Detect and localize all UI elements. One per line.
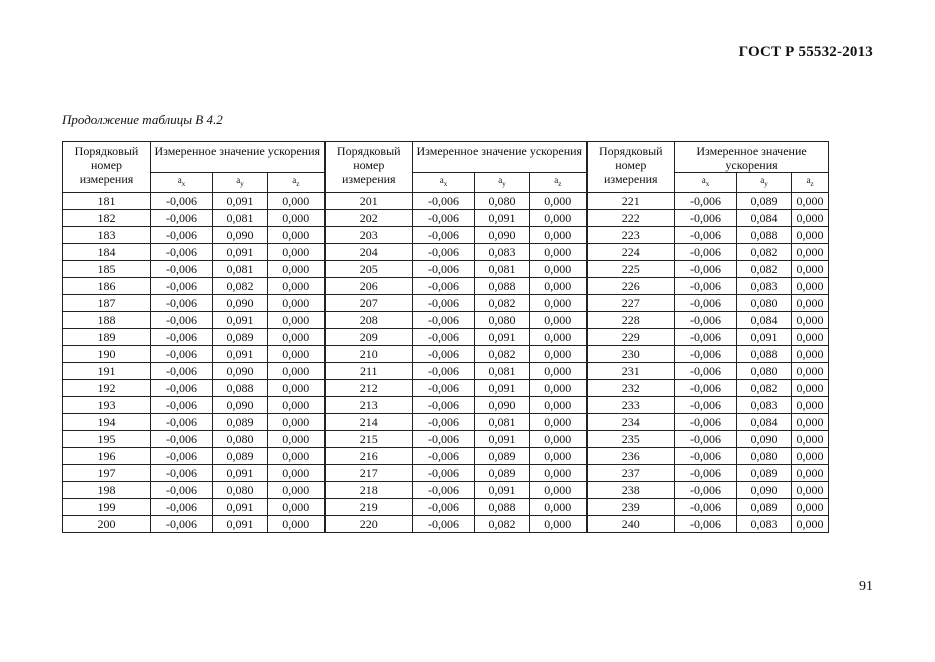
az-value-cell: 0,000 xyxy=(530,447,587,464)
order-number-cell: 222 xyxy=(587,209,675,226)
table-row xyxy=(63,311,829,328)
header-row xyxy=(63,142,829,173)
order-number-cell: 185 xyxy=(63,260,151,277)
table-row xyxy=(63,328,829,345)
ax-value-cell: -0,006 xyxy=(413,515,475,532)
subheader-row xyxy=(63,173,829,193)
order-number-cell: 184 xyxy=(63,243,151,260)
ay-value-cell: 0,080 xyxy=(475,311,530,328)
table-row xyxy=(63,379,829,396)
ax-value-cell: -0,006 xyxy=(151,328,213,345)
ay-value-cell: 0,091 xyxy=(475,209,530,226)
ax-header: $a_x$ xyxy=(151,173,213,193)
ax-value-cell: -0,006 xyxy=(675,430,737,447)
az-value-cell: 0,000 xyxy=(268,192,325,209)
order-number-cell: 207 xyxy=(325,294,413,311)
az-value-cell: 0,000 xyxy=(268,396,325,413)
order-number-cell: 202 xyxy=(325,209,413,226)
ay-value-cell: 0,091 xyxy=(475,481,530,498)
ax-header: $a_x$ xyxy=(675,173,737,193)
ay-value-cell: 0,081 xyxy=(475,362,530,379)
az-value-cell: 0,000 xyxy=(530,481,587,498)
ax-value-cell: -0,006 xyxy=(413,498,475,515)
ax-value-cell: -0,006 xyxy=(675,311,737,328)
ay-value-cell: 0,091 xyxy=(213,243,268,260)
ay-value-cell: 0,081 xyxy=(213,260,268,277)
ay-value-cell: 0,080 xyxy=(213,430,268,447)
order-number-cell: 234 xyxy=(587,413,675,430)
order-number-cell: 215 xyxy=(325,430,413,447)
az-value-cell: 0,000 xyxy=(530,379,587,396)
ax-value-cell: -0,006 xyxy=(675,226,737,243)
table-row xyxy=(63,362,829,379)
az-value-cell: 0,000 xyxy=(268,379,325,396)
table-row xyxy=(63,226,829,243)
az-value-cell: 0,000 xyxy=(792,481,829,498)
az-value-cell: 0,000 xyxy=(530,311,587,328)
order-number-cell: 238 xyxy=(587,481,675,498)
order-number-cell: 192 xyxy=(63,379,151,396)
az-value-cell: 0,000 xyxy=(530,192,587,209)
table-row xyxy=(63,345,829,362)
order-number-cell: 239 xyxy=(587,498,675,515)
order-number-cell: 181 xyxy=(63,192,151,209)
ax-value-cell: -0,006 xyxy=(675,345,737,362)
ay-header: $a_y$ xyxy=(213,173,268,193)
ax-value-cell: -0,006 xyxy=(151,515,213,532)
ay-value-cell: 0,082 xyxy=(213,277,268,294)
ay-value-cell: 0,091 xyxy=(475,328,530,345)
ay-value-cell: 0,081 xyxy=(475,260,530,277)
az-value-cell: 0,000 xyxy=(530,243,587,260)
az-value-cell: 0,000 xyxy=(530,464,587,481)
ay-header: $a_y$ xyxy=(737,173,792,193)
az-header: $a_z$ xyxy=(792,173,829,193)
ax-value-cell: -0,006 xyxy=(151,294,213,311)
order-number-header: Порядковый номер измерения xyxy=(63,142,151,193)
ay-value-cell: 0,082 xyxy=(737,260,792,277)
az-value-cell: 0,000 xyxy=(530,515,587,532)
ay-value-cell: 0,090 xyxy=(213,294,268,311)
ay-value-cell: 0,084 xyxy=(737,413,792,430)
ay-value-cell: 0,091 xyxy=(737,328,792,345)
order-number-cell: 190 xyxy=(63,345,151,362)
order-number-cell: 229 xyxy=(587,328,675,345)
ay-value-cell: 0,082 xyxy=(737,379,792,396)
az-value-cell: 0,000 xyxy=(268,430,325,447)
az-value-cell: 0,000 xyxy=(268,226,325,243)
ay-value-cell: 0,090 xyxy=(737,430,792,447)
order-number-cell: 214 xyxy=(325,413,413,430)
az-value-cell: 0,000 xyxy=(530,362,587,379)
ay-value-cell: 0,081 xyxy=(213,209,268,226)
az-value-cell: 0,000 xyxy=(530,226,587,243)
az-value-cell: 0,000 xyxy=(792,311,829,328)
az-value-cell: 0,000 xyxy=(792,294,829,311)
ay-value-cell: 0,091 xyxy=(213,464,268,481)
ax-value-cell: -0,006 xyxy=(675,515,737,532)
order-number-cell: 205 xyxy=(325,260,413,277)
ay-value-cell: 0,083 xyxy=(737,515,792,532)
az-value-cell: 0,000 xyxy=(792,362,829,379)
ay-value-cell: 0,091 xyxy=(213,498,268,515)
ay-value-cell: 0,088 xyxy=(737,226,792,243)
az-value-cell: 0,000 xyxy=(268,328,325,345)
ay-value-cell: 0,082 xyxy=(737,243,792,260)
order-number-cell: 199 xyxy=(63,498,151,515)
measured-value-header: Измеренное значение ускорения xyxy=(151,142,325,173)
ax-value-cell: -0,006 xyxy=(675,464,737,481)
az-value-cell: 0,000 xyxy=(268,311,325,328)
ax-value-cell: -0,006 xyxy=(151,464,213,481)
az-value-cell: 0,000 xyxy=(268,515,325,532)
ax-value-cell: -0,006 xyxy=(151,430,213,447)
order-number-cell: 237 xyxy=(587,464,675,481)
order-number-cell: 240 xyxy=(587,515,675,532)
order-number-cell: 236 xyxy=(587,447,675,464)
ay-value-cell: 0,084 xyxy=(737,209,792,226)
ax-value-cell: -0,006 xyxy=(151,260,213,277)
ax-value-cell: -0,006 xyxy=(675,481,737,498)
az-value-cell: 0,000 xyxy=(792,192,829,209)
az-value-cell: 0,000 xyxy=(530,294,587,311)
ax-value-cell: -0,006 xyxy=(151,481,213,498)
table-row xyxy=(63,413,829,430)
ay-value-cell: 0,080 xyxy=(737,447,792,464)
az-value-cell: 0,000 xyxy=(268,413,325,430)
ax-value-cell: -0,006 xyxy=(151,345,213,362)
ay-value-cell: 0,080 xyxy=(475,192,530,209)
ax-value-cell: -0,006 xyxy=(151,209,213,226)
order-number-cell: 200 xyxy=(63,515,151,532)
ay-value-cell: 0,082 xyxy=(475,294,530,311)
ax-header: $a_x$ xyxy=(413,173,475,193)
az-value-cell: 0,000 xyxy=(530,345,587,362)
page-number: 91 xyxy=(859,579,873,594)
order-number-cell: 219 xyxy=(325,498,413,515)
ay-value-cell: 0,089 xyxy=(213,413,268,430)
ax-value-cell: -0,006 xyxy=(413,379,475,396)
document-code: ГОСТ Р 55532-2013 xyxy=(738,44,873,60)
ax-value-cell: -0,006 xyxy=(675,379,737,396)
ax-value-cell: -0,006 xyxy=(413,209,475,226)
order-number-cell: 218 xyxy=(325,481,413,498)
ax-value-cell: -0,006 xyxy=(151,362,213,379)
ay-value-cell: 0,090 xyxy=(213,362,268,379)
order-number-cell: 235 xyxy=(587,430,675,447)
measured-value-header: Измеренное значение ускорения xyxy=(675,142,829,173)
ay-value-cell: 0,091 xyxy=(213,515,268,532)
az-value-cell: 0,000 xyxy=(792,515,829,532)
az-value-cell: 0,000 xyxy=(792,379,829,396)
ax-value-cell: -0,006 xyxy=(151,379,213,396)
ax-value-cell: -0,006 xyxy=(675,328,737,345)
ax-value-cell: -0,006 xyxy=(413,447,475,464)
ax-value-cell: -0,006 xyxy=(151,243,213,260)
ax-value-cell: -0,006 xyxy=(151,226,213,243)
ax-value-cell: -0,006 xyxy=(151,498,213,515)
ax-value-cell: -0,006 xyxy=(413,345,475,362)
table-row xyxy=(63,260,829,277)
ax-value-cell: -0,006 xyxy=(675,362,737,379)
table-row xyxy=(63,209,829,226)
az-value-cell: 0,000 xyxy=(530,260,587,277)
order-number-cell: 194 xyxy=(63,413,151,430)
table-row xyxy=(63,192,829,209)
order-number-cell: 204 xyxy=(325,243,413,260)
ay-value-cell: 0,080 xyxy=(737,362,792,379)
az-value-cell: 0,000 xyxy=(792,447,829,464)
az-value-cell: 0,000 xyxy=(792,243,829,260)
ay-value-cell: 0,090 xyxy=(475,226,530,243)
order-number-cell: 230 xyxy=(587,345,675,362)
ay-value-cell: 0,090 xyxy=(737,481,792,498)
order-number-cell: 196 xyxy=(63,447,151,464)
order-number-cell: 206 xyxy=(325,277,413,294)
az-value-cell: 0,000 xyxy=(268,294,325,311)
order-number-cell: 211 xyxy=(325,362,413,379)
az-value-cell: 0,000 xyxy=(530,498,587,515)
table-row xyxy=(63,515,829,532)
order-number-cell: 223 xyxy=(587,226,675,243)
az-value-cell: 0,000 xyxy=(792,413,829,430)
az-value-cell: 0,000 xyxy=(792,226,829,243)
table-body xyxy=(63,192,829,532)
ax-value-cell: -0,006 xyxy=(675,396,737,413)
order-number-cell: 182 xyxy=(63,209,151,226)
order-number-cell: 221 xyxy=(587,192,675,209)
order-number-cell: 183 xyxy=(63,226,151,243)
ax-value-cell: -0,006 xyxy=(675,294,737,311)
order-number-cell: 216 xyxy=(325,447,413,464)
ax-value-cell: -0,006 xyxy=(413,328,475,345)
order-number-cell: 232 xyxy=(587,379,675,396)
az-value-cell: 0,000 xyxy=(268,498,325,515)
az-value-cell: 0,000 xyxy=(792,464,829,481)
ax-value-cell: -0,006 xyxy=(675,243,737,260)
az-value-cell: 0,000 xyxy=(268,447,325,464)
az-value-cell: 0,000 xyxy=(268,362,325,379)
ay-value-cell: 0,090 xyxy=(213,226,268,243)
ax-value-cell: -0,006 xyxy=(151,447,213,464)
ay-value-cell: 0,082 xyxy=(475,515,530,532)
az-value-cell: 0,000 xyxy=(268,260,325,277)
order-number-cell: 217 xyxy=(325,464,413,481)
az-value-cell: 0,000 xyxy=(792,430,829,447)
order-number-cell: 210 xyxy=(325,345,413,362)
ax-value-cell: -0,006 xyxy=(675,413,737,430)
ax-value-cell: -0,006 xyxy=(413,243,475,260)
az-value-cell: 0,000 xyxy=(792,498,829,515)
order-number-cell: 198 xyxy=(63,481,151,498)
order-number-cell: 188 xyxy=(63,311,151,328)
order-number-cell: 189 xyxy=(63,328,151,345)
ay-value-cell: 0,091 xyxy=(213,192,268,209)
ay-value-cell: 0,089 xyxy=(213,328,268,345)
order-number-header: Порядковый номер измерения xyxy=(587,142,675,193)
az-value-cell: 0,000 xyxy=(530,209,587,226)
ax-value-cell: -0,006 xyxy=(151,413,213,430)
order-number-cell: 228 xyxy=(587,311,675,328)
ax-value-cell: -0,006 xyxy=(413,277,475,294)
az-value-cell: 0,000 xyxy=(792,328,829,345)
ay-value-cell: 0,081 xyxy=(475,413,530,430)
ax-value-cell: -0,006 xyxy=(151,192,213,209)
ax-value-cell: -0,006 xyxy=(413,226,475,243)
ay-value-cell: 0,089 xyxy=(737,464,792,481)
ay-value-cell: 0,091 xyxy=(475,379,530,396)
ax-value-cell: -0,006 xyxy=(675,192,737,209)
order-number-cell: 231 xyxy=(587,362,675,379)
order-number-cell: 226 xyxy=(587,277,675,294)
order-number-cell: 195 xyxy=(63,430,151,447)
order-number-cell: 187 xyxy=(63,294,151,311)
ay-value-cell: 0,091 xyxy=(475,430,530,447)
ay-value-cell: 0,089 xyxy=(213,447,268,464)
order-number-cell: 191 xyxy=(63,362,151,379)
ax-value-cell: -0,006 xyxy=(413,481,475,498)
table-row xyxy=(63,447,829,464)
az-value-cell: 0,000 xyxy=(268,481,325,498)
az-value-cell: 0,000 xyxy=(792,260,829,277)
table-row xyxy=(63,294,829,311)
ax-value-cell: -0,006 xyxy=(675,260,737,277)
ay-value-cell: 0,090 xyxy=(475,396,530,413)
order-number-cell: 193 xyxy=(63,396,151,413)
ay-value-cell: 0,089 xyxy=(737,498,792,515)
ay-value-cell: 0,088 xyxy=(213,379,268,396)
az-value-cell: 0,000 xyxy=(268,243,325,260)
az-value-cell: 0,000 xyxy=(268,345,325,362)
ay-value-cell: 0,089 xyxy=(737,192,792,209)
ay-value-cell: 0,091 xyxy=(213,311,268,328)
order-number-cell: 227 xyxy=(587,294,675,311)
ax-value-cell: -0,006 xyxy=(413,362,475,379)
ay-value-cell: 0,089 xyxy=(475,464,530,481)
ax-value-cell: -0,006 xyxy=(151,396,213,413)
az-header: $a_z$ xyxy=(268,173,325,193)
ax-value-cell: -0,006 xyxy=(413,464,475,481)
ay-value-cell: 0,080 xyxy=(213,481,268,498)
measurement-table xyxy=(62,141,829,533)
ay-value-cell: 0,083 xyxy=(475,243,530,260)
ay-value-cell: 0,080 xyxy=(737,294,792,311)
az-value-cell: 0,000 xyxy=(530,328,587,345)
ay-value-cell: 0,088 xyxy=(475,277,530,294)
order-number-cell: 212 xyxy=(325,379,413,396)
az-value-cell: 0,000 xyxy=(792,345,829,362)
order-number-cell: 225 xyxy=(587,260,675,277)
az-value-cell: 0,000 xyxy=(530,413,587,430)
ax-value-cell: -0,006 xyxy=(151,277,213,294)
az-value-cell: 0,000 xyxy=(792,209,829,226)
ay-value-cell: 0,088 xyxy=(475,498,530,515)
measured-value-header: Измеренное значение ускорения xyxy=(413,142,587,173)
az-value-cell: 0,000 xyxy=(792,396,829,413)
ax-value-cell: -0,006 xyxy=(413,413,475,430)
ay-header: $a_y$ xyxy=(475,173,530,193)
table-caption: Продолжение таблицы В 4.2 xyxy=(62,112,223,127)
order-number-cell: 220 xyxy=(325,515,413,532)
ay-value-cell: 0,082 xyxy=(475,345,530,362)
ay-value-cell: 0,084 xyxy=(737,311,792,328)
az-value-cell: 0,000 xyxy=(530,396,587,413)
ax-value-cell: -0,006 xyxy=(675,277,737,294)
order-number-cell: 201 xyxy=(325,192,413,209)
ax-value-cell: -0,006 xyxy=(413,192,475,209)
table-row xyxy=(63,498,829,515)
table-row xyxy=(63,396,829,413)
ax-value-cell: -0,006 xyxy=(675,447,737,464)
order-number-cell: 213 xyxy=(325,396,413,413)
ax-value-cell: -0,006 xyxy=(413,430,475,447)
az-value-cell: 0,000 xyxy=(268,464,325,481)
order-number-cell: 203 xyxy=(325,226,413,243)
table-row xyxy=(63,464,829,481)
order-number-cell: 209 xyxy=(325,328,413,345)
ay-value-cell: 0,088 xyxy=(737,345,792,362)
order-number-cell: 186 xyxy=(63,277,151,294)
order-number-cell: 233 xyxy=(587,396,675,413)
ay-value-cell: 0,083 xyxy=(737,277,792,294)
ax-value-cell: -0,006 xyxy=(413,294,475,311)
ax-value-cell: -0,006 xyxy=(675,209,737,226)
table-row xyxy=(63,430,829,447)
ax-value-cell: -0,006 xyxy=(413,260,475,277)
az-header: $a_z$ xyxy=(530,173,587,193)
ax-value-cell: -0,006 xyxy=(413,396,475,413)
order-number-cell: 197 xyxy=(63,464,151,481)
table-row xyxy=(63,243,829,260)
ax-value-cell: -0,006 xyxy=(413,311,475,328)
az-value-cell: 0,000 xyxy=(268,277,325,294)
ay-value-cell: 0,083 xyxy=(737,396,792,413)
az-value-cell: 0,000 xyxy=(530,430,587,447)
order-number-header: Порядковый номер измерения xyxy=(325,142,413,193)
ax-value-cell: -0,006 xyxy=(675,498,737,515)
ax-value-cell: -0,006 xyxy=(151,311,213,328)
az-value-cell: 0,000 xyxy=(530,277,587,294)
table-row xyxy=(63,481,829,498)
ay-value-cell: 0,090 xyxy=(213,396,268,413)
az-value-cell: 0,000 xyxy=(268,209,325,226)
ay-value-cell: 0,091 xyxy=(213,345,268,362)
order-number-cell: 208 xyxy=(325,311,413,328)
order-number-cell: 224 xyxy=(587,243,675,260)
az-value-cell: 0,000 xyxy=(792,277,829,294)
table-row xyxy=(63,277,829,294)
ay-value-cell: 0,089 xyxy=(475,447,530,464)
